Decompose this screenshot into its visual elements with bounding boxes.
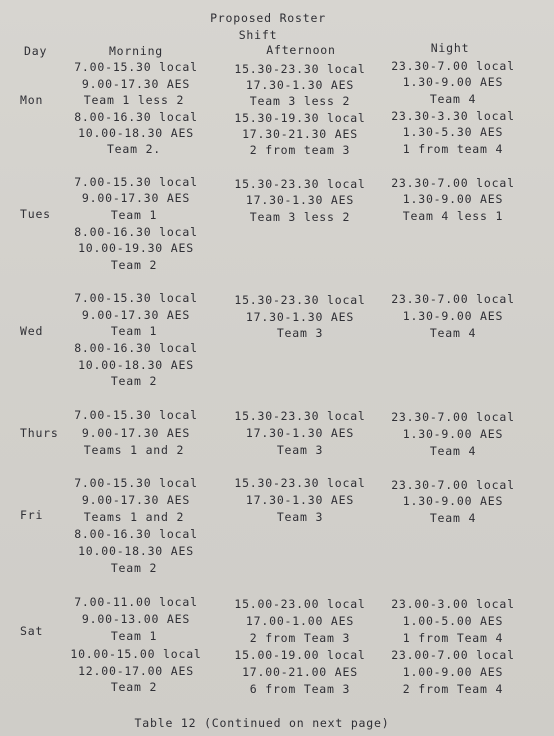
morning-shift-line: 7.00-15.30 local <box>74 476 198 490</box>
morning-shift-line: Teams 1 and 2 <box>83 443 185 457</box>
afternoon-shift-line: 15.30-23.30 local <box>234 62 366 76</box>
night-shift-line: 23.30-7.00 local <box>391 478 515 492</box>
afternoon-shift-line: 15.30-23.30 local <box>234 293 366 307</box>
night-shift-line: 1.30-9.00 AES <box>402 192 504 206</box>
shift-heading: Shift <box>238 28 278 42</box>
morning-shift-line: Teams 1 and 2 <box>83 510 185 524</box>
afternoon-shift-line: 15.30-19.30 local <box>234 111 366 125</box>
morning-shift-line: 7.00-15.30 local <box>74 291 198 305</box>
night-shift-line: 23.00-3.00 local <box>391 597 515 611</box>
morning-shift-line: Team 1 <box>110 324 158 338</box>
night-shift-line: 2 from Team 4 <box>402 682 504 696</box>
night-shift-line: Team 4 <box>429 511 477 525</box>
morning-shift-line: 9.00-17.30 AES <box>81 493 191 507</box>
night-shift-line: 1.30-9.00 AES <box>402 309 504 323</box>
night-shift-line: 1.30-5.30 AES <box>402 125 504 139</box>
night-shift-line: 23.30-3.30 local <box>391 109 515 123</box>
night-shift-line: 1.30-9.00 AES <box>402 75 504 89</box>
day-label: Tues <box>20 207 51 221</box>
morning-shift-line: 7.00-15.30 local <box>74 175 198 189</box>
night-column-header: Night <box>430 41 470 55</box>
morning-shift-line: 9.00-13.00 AES <box>81 612 191 626</box>
afternoon-shift-line: 15.00-23.00 local <box>234 597 366 611</box>
morning-shift-line: 9.00-17.30 AES <box>81 426 191 440</box>
day-label: Fri <box>20 508 44 522</box>
afternoon-shift-line: 17.30-1.30 AES <box>245 493 355 507</box>
morning-shift-line: 9.00-17.30 AES <box>81 77 191 91</box>
morning-shift-line: Team 2. <box>106 142 162 156</box>
night-shift-line: 1.30-9.00 AES <box>402 494 504 508</box>
morning-column-header: Morning <box>108 44 164 58</box>
morning-shift-line: 7.00-15.30 local <box>74 60 198 74</box>
afternoon-shift-line: 2 from team 3 <box>249 143 351 157</box>
night-shift-line: 23.30-7.00 local <box>391 176 515 190</box>
morning-shift-line: 7.00-15.30 local <box>74 408 198 422</box>
afternoon-shift-line: Team 3 <box>276 443 324 457</box>
afternoon-shift-line: 17.00-21.00 AES <box>242 665 358 679</box>
afternoon-shift-line: 15.30-23.30 local <box>234 409 366 423</box>
afternoon-shift-line: 17.30-1.30 AES <box>245 426 355 440</box>
afternoon-column-header: Afternoon <box>266 43 336 57</box>
night-shift-line: 23.30-7.00 local <box>391 59 515 73</box>
afternoon-shift-line: 15.00-19.00 local <box>234 648 366 662</box>
morning-shift-line: 8.00-16.30 local <box>74 341 198 355</box>
night-shift-line: 1 from team 4 <box>402 142 504 156</box>
night-shift-line: 23.30-7.00 local <box>391 410 515 424</box>
night-shift-line: 23.00-7.00 local <box>391 648 515 662</box>
morning-shift-line: Team 2 <box>110 258 158 272</box>
morning-shift-line: 10.00-19.30 AES <box>78 241 194 255</box>
afternoon-shift-line: 15.30-23.30 local <box>234 177 366 191</box>
day-label: Sat <box>20 624 44 638</box>
morning-shift-line: Team 2 <box>110 680 158 694</box>
night-shift-line: 1.30-9.00 AES <box>402 427 504 441</box>
afternoon-shift-line: 17.30-1.30 AES <box>245 193 355 207</box>
day-label: Thurs <box>20 426 59 440</box>
morning-shift-line: 9.00-17.30 AES <box>81 308 191 322</box>
morning-shift-line: 7.00-11.00 local <box>74 595 198 609</box>
night-shift-line: 23.30-7.00 local <box>391 292 515 306</box>
night-shift-line: Team 4 <box>429 444 477 458</box>
afternoon-shift-line: 17.30-21.30 AES <box>242 127 358 141</box>
afternoon-shift-line: Team 3 less 2 <box>249 94 351 108</box>
table-caption: Table 12 (Continued on next page) <box>134 716 390 730</box>
day-column-header: Day <box>24 44 48 58</box>
afternoon-shift-line: Team 3 less 2 <box>249 210 351 224</box>
morning-shift-line: 8.00-16.30 local <box>74 527 198 541</box>
morning-shift-line: Team 2 <box>110 561 158 575</box>
day-label: Mon <box>20 93 44 107</box>
roster-title: Proposed Roster <box>210 11 326 25</box>
morning-shift-line: 10.00-18.30 AES <box>78 126 194 140</box>
afternoon-shift-line: 17.00-1.00 AES <box>245 614 355 628</box>
afternoon-shift-line: 15.30-23.30 local <box>234 476 366 490</box>
afternoon-shift-line: Team 3 <box>276 510 324 524</box>
morning-shift-line: Team 1 less 2 <box>83 93 185 107</box>
night-shift-line: 1.00-9.00 AES <box>402 665 504 679</box>
afternoon-shift-line: 17.30-1.30 AES <box>245 78 355 92</box>
morning-shift-line: 9.00-17.30 AES <box>81 191 191 205</box>
morning-shift-line: 10.00-18.30 AES <box>78 358 194 372</box>
morning-shift-line: Team 1 <box>110 208 158 222</box>
morning-shift-line: 10.00-18.30 AES <box>78 544 194 558</box>
night-shift-line: Team 4 <box>429 326 477 340</box>
night-shift-line: 1.00-5.00 AES <box>402 614 504 628</box>
afternoon-shift-line: 17.30-1.30 AES <box>245 310 355 324</box>
night-shift-line: Team 4 less 1 <box>402 209 504 223</box>
afternoon-shift-line: 6 from Team 3 <box>249 682 351 696</box>
morning-shift-line: 8.00-16.30 local <box>74 110 198 124</box>
morning-shift-line: 8.00-16.30 local <box>74 225 198 239</box>
night-shift-line: Team 4 <box>429 92 477 106</box>
morning-shift-line: 12.00-17.00 AES <box>78 664 194 678</box>
morning-shift-line: Team 1 <box>110 629 158 643</box>
day-label: Wed <box>20 324 44 338</box>
afternoon-shift-line: 2 from Team 3 <box>249 631 351 645</box>
afternoon-shift-line: Team 3 <box>276 326 324 340</box>
night-shift-line: 1 from Team 4 <box>402 631 504 645</box>
morning-shift-line: 10.00-15.00 local <box>70 647 202 661</box>
morning-shift-line: Team 2 <box>110 374 158 388</box>
